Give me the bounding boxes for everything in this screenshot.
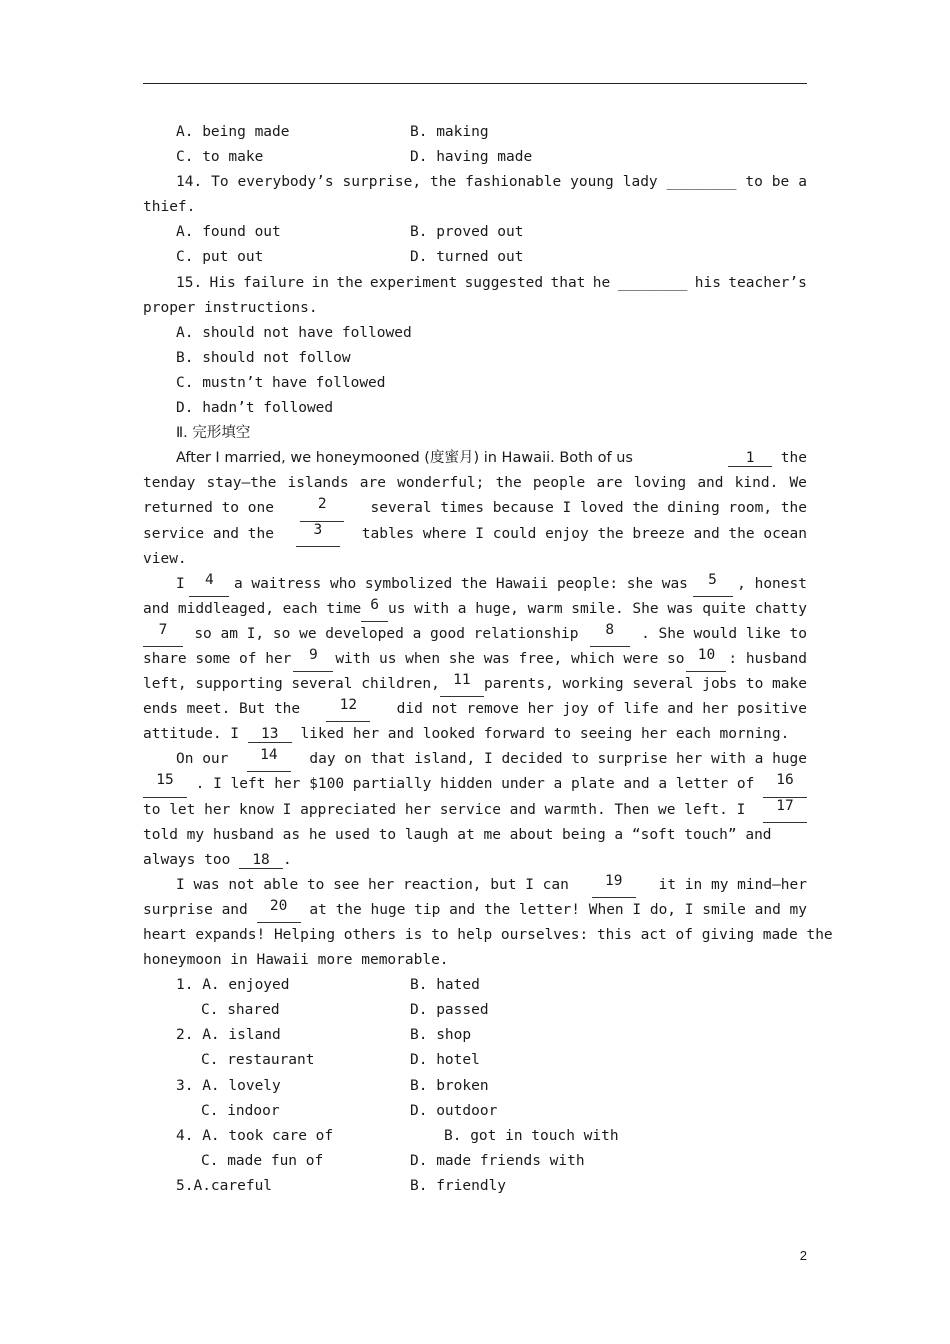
cloze-option-row [143,1023,807,1048]
passage-line: share some of her 9 with us when she was free, which were so 10 : husband [143,647,807,672]
question-15-line: proper instructions. [143,299,318,316]
header-rule [143,83,807,84]
cloze-option-row [143,1099,807,1124]
option-a: A. should not have followed [176,324,412,341]
blank-17: 17 [763,798,807,823]
option-a: 1. A. enjoyed [176,977,290,994]
option-c: C. restaurant [201,1052,315,1069]
option-b: B. proved out [410,224,524,241]
blank-11: 11 [440,672,484,697]
option-d: D. made friends with [410,1152,585,1169]
blank-9: 9 [293,647,333,672]
passage-line: honeymoon in Hawaii more memorable. [143,952,449,969]
cloze-option-row [143,1074,807,1099]
option-b: B. friendly [410,1177,507,1194]
option-a: 5.A.careful [176,1177,273,1194]
blank-13: 13 [248,726,292,743]
option-d: D. having made [410,149,533,166]
answer-blank: ________ [617,274,688,291]
option-a: 3. A. lovely [176,1077,281,1094]
passage-line: always too 18 . [143,851,292,868]
option-row [143,145,807,170]
option-d: D. hotel [410,1052,480,1069]
blank-7: 7 [143,622,183,647]
page-number: 2 [799,1248,807,1263]
cloze-option-row [143,1174,807,1199]
blank-1: 1 [728,450,772,467]
blank-20: 20 [257,898,301,923]
blank-8: 8 [590,622,630,647]
option-d: D. turned out [410,249,524,266]
option-row [143,245,807,270]
passage-line: surprise and 20 at the huge tip and the letter! When I do, I smile and my [143,898,807,923]
blank-12: 12 [326,697,370,722]
cloze-option-row [143,998,807,1023]
blank-18: 18 [239,852,283,869]
passage-line: 15 . I left her $100 partially hidden under a plate and a letter of 16 [143,772,807,797]
option-a: 4. A. took care of [176,1127,334,1144]
passage-line: heart expands! Helping others is to help ourselves: this act of giving made the [143,927,833,943]
answer-blank: ________ [666,174,737,191]
option-d: D. outdoor [410,1102,498,1119]
option-a: A. found out [176,224,281,241]
passage-line: to let her know I appreciated her service and warmth. Then we left. I 17 [143,798,807,823]
option-b: B. making [410,124,489,140]
passage-line: returned to one 2 several times because I loved the dining room, the [143,496,807,521]
option-b: B. should not follow [176,349,351,366]
blank-3: 3 [296,522,340,547]
passage-line: and middleaged, each time 6 us with a huge, warm smile. She was quite chatty [143,597,807,622]
passage-line: service and the 3 tables where I could enjoy the breeze and the ocean [143,522,807,547]
question-14-line: thief. [143,199,196,216]
option-b: B. shop [410,1027,472,1044]
page-content [143,120,833,1199]
option-row [143,120,807,145]
option-a: A. being made [176,124,290,140]
option-c: C. mustn’t have followed [176,374,386,391]
option-c: C. indoor [201,1102,280,1119]
blank-2: 2 [300,496,344,521]
blank-4: 4 [189,572,229,597]
option-row [143,220,807,245]
blank-6: 6 [361,597,388,622]
cloze-option-row [143,1124,807,1149]
question-15-line: 15. His failure in the experiment suggested that he ________ his teacher’s [143,271,807,296]
option-c: C. put out [176,249,264,266]
blank-19: 19 [592,873,636,898]
option-c: C. shared [201,1002,280,1019]
option-b: B. hated [410,977,480,994]
passage-line: 7 so am I, so we developed a good relationship 8 . She would like to [143,622,807,647]
passage-line: view. [143,550,187,567]
passage-line: left, supporting several children, 11 parents, working several jobs to make [143,672,807,697]
option-d: D. passed [410,1002,489,1019]
option-c: C. to make [176,149,264,166]
option-c: C. made fun of [201,1152,324,1169]
passage-line: On our 14 day on that island, I decided to surprise her with a huge [143,747,807,772]
passage-line: I was not able to see her reaction, but I can 19 it in my mind—her [143,873,807,898]
passage-line: I 4 a waitress who symbolized the Hawaii people: she was 5 , honest [143,572,807,597]
passage-line: ends meet. But the 12 did not remove her joy of life and her positive [143,697,807,722]
passage-line: tenday stay—the islands are wonderful; the people are loving and kind. We [143,475,807,492]
option-a: 2. A. island [176,1027,281,1044]
blank-10: 10 [686,647,726,672]
blank-14: 14 [247,747,291,772]
blank-5: 5 [693,572,733,597]
cloze-option-row [143,973,807,998]
cloze-option-row [143,1149,807,1174]
option-d: D. hadn’t followed [176,400,334,417]
passage-line: attitude. I 13 liked her and looked forward to seeing her each morning. [143,726,790,743]
blank-16: 16 [763,772,807,797]
option-b: B. got in touch with [444,1127,619,1144]
blank-15: 15 [143,772,187,797]
option-b: B. broken [410,1077,489,1094]
question-14-line: 14. To everybody’s surprise, the fashionable young lady ________ to be a [143,170,807,195]
cloze-option-row [143,1048,807,1073]
section-title: Ⅱ. 完形填空 [176,425,251,442]
passage-line: After I married, we honeymooned (度蜜月) in Hawaii. Both of us 1 the [176,450,807,467]
passage-line: told my husband as he used to laugh at me about being a “soft touch” and [143,826,772,843]
